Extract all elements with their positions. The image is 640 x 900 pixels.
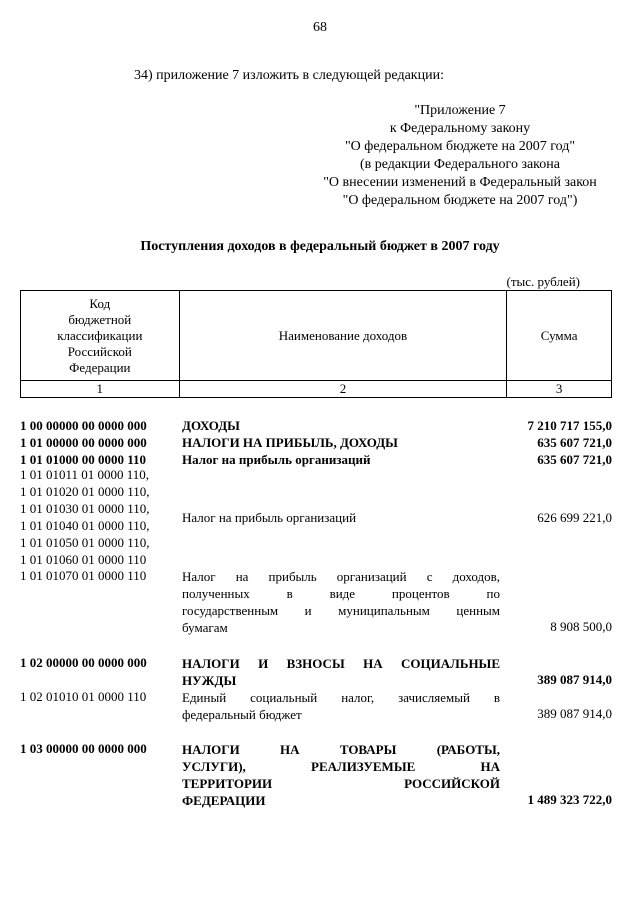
row-code: 1 01 01050 01 0000 110,: [20, 535, 150, 550]
annex-line: "Приложение 7: [414, 103, 506, 118]
row-name: Налог на прибыль организаций с доходов, полученных в виде процентов по государственным и муниципальным ценным бумагам: [182, 569, 500, 635]
row-sum: 389 087 914,0: [537, 706, 612, 721]
row-sum: 635 607 721,0: [537, 435, 612, 450]
row-code-list: [20, 466, 182, 568]
document-title: Поступления доходов в федеральный бюджет в 2007 году: [140, 239, 500, 254]
annex-block: [250, 102, 640, 210]
row-code: 1 01 00000 00 0000 000: [20, 435, 147, 450]
row-code: 1 01 01000 00 0000 110: [20, 452, 147, 467]
header-num-2: 2: [179, 381, 507, 398]
annex-line: "О федеральном бюджете на 2007 год"): [342, 193, 578, 208]
row-sum: 389 087 914,0: [537, 672, 612, 687]
row-code: 1 01 01060 01 0000 110: [20, 552, 147, 567]
header-name: Наименование доходов: [179, 291, 507, 381]
row-code: 1 01 01070 01 0000 110: [20, 568, 147, 583]
row-name: НАЛОГИ И ВЗНОСЫ НА СОЦИАЛЬНЫЕ НУЖДЫ: [182, 656, 500, 688]
row-code: 1 00 00000 00 0000 000: [20, 418, 147, 433]
header-num-3: 3: [507, 381, 612, 398]
row-sum: 7 210 717 155,0: [527, 418, 612, 433]
row-code: 1 02 01010 01 0000 110: [20, 689, 147, 704]
annex-line: "О внесении изменений в Федеральный закон: [323, 175, 597, 190]
row-code: 1 03 00000 00 0000 000: [20, 741, 147, 756]
row-code: 1 01 01030 01 0000 110,: [20, 501, 150, 516]
row-sum: 626 699 221,0: [537, 510, 612, 525]
row-name: Налог на прибыль организаций: [182, 452, 371, 467]
row-sum: 635 607 721,0: [537, 452, 612, 467]
row-sum: 8 908 500,0: [550, 619, 612, 634]
annex-line: (в редакции Федерального закона: [360, 157, 560, 172]
table-header: [20, 290, 612, 398]
row-sum: 1 489 323 722,0: [527, 792, 612, 807]
row-name: ДОХОДЫ: [182, 418, 240, 433]
annex-line: "О федеральном бюджете на 2007 год": [344, 139, 576, 154]
annex-line: к Федеральному закону: [389, 121, 531, 136]
row-code: 1 01 01040 01 0000 110,: [20, 518, 150, 533]
row-name: Налог на прибыль организаций: [182, 510, 357, 525]
row-name: НАЛОГИ НА ТОВАРЫ (РАБОТЫ, УСЛУГИ), РЕАЛИЗУЕМЫЕ НА ТЕРРИТОРИИ РОССИЙСКОЙ ФЕДЕРАЦИИ: [182, 742, 500, 808]
row-name: НАЛОГИ НА ПРИБЫЛЬ, ДОХОДЫ: [182, 435, 398, 450]
intro-text: 34) приложение 7 изложить в следующей редакции:: [134, 68, 444, 83]
header-sum: Сумма: [507, 291, 612, 381]
row-code: 1 01 01011 01 0000 110,: [20, 467, 150, 482]
unit-label: (тыс. рублей): [506, 274, 580, 289]
header-code: Код бюджетной классификации Российской Федерации: [21, 291, 180, 381]
row-name: Единый социальный налог, зачисляемый в федеральный бюджет: [182, 690, 500, 722]
row-code: 1 01 01020 01 0000 110,: [20, 484, 150, 499]
row-code: 1 02 00000 00 0000 000: [20, 655, 147, 670]
page-number: 68: [313, 20, 327, 35]
header-num-1: 1: [21, 381, 180, 398]
